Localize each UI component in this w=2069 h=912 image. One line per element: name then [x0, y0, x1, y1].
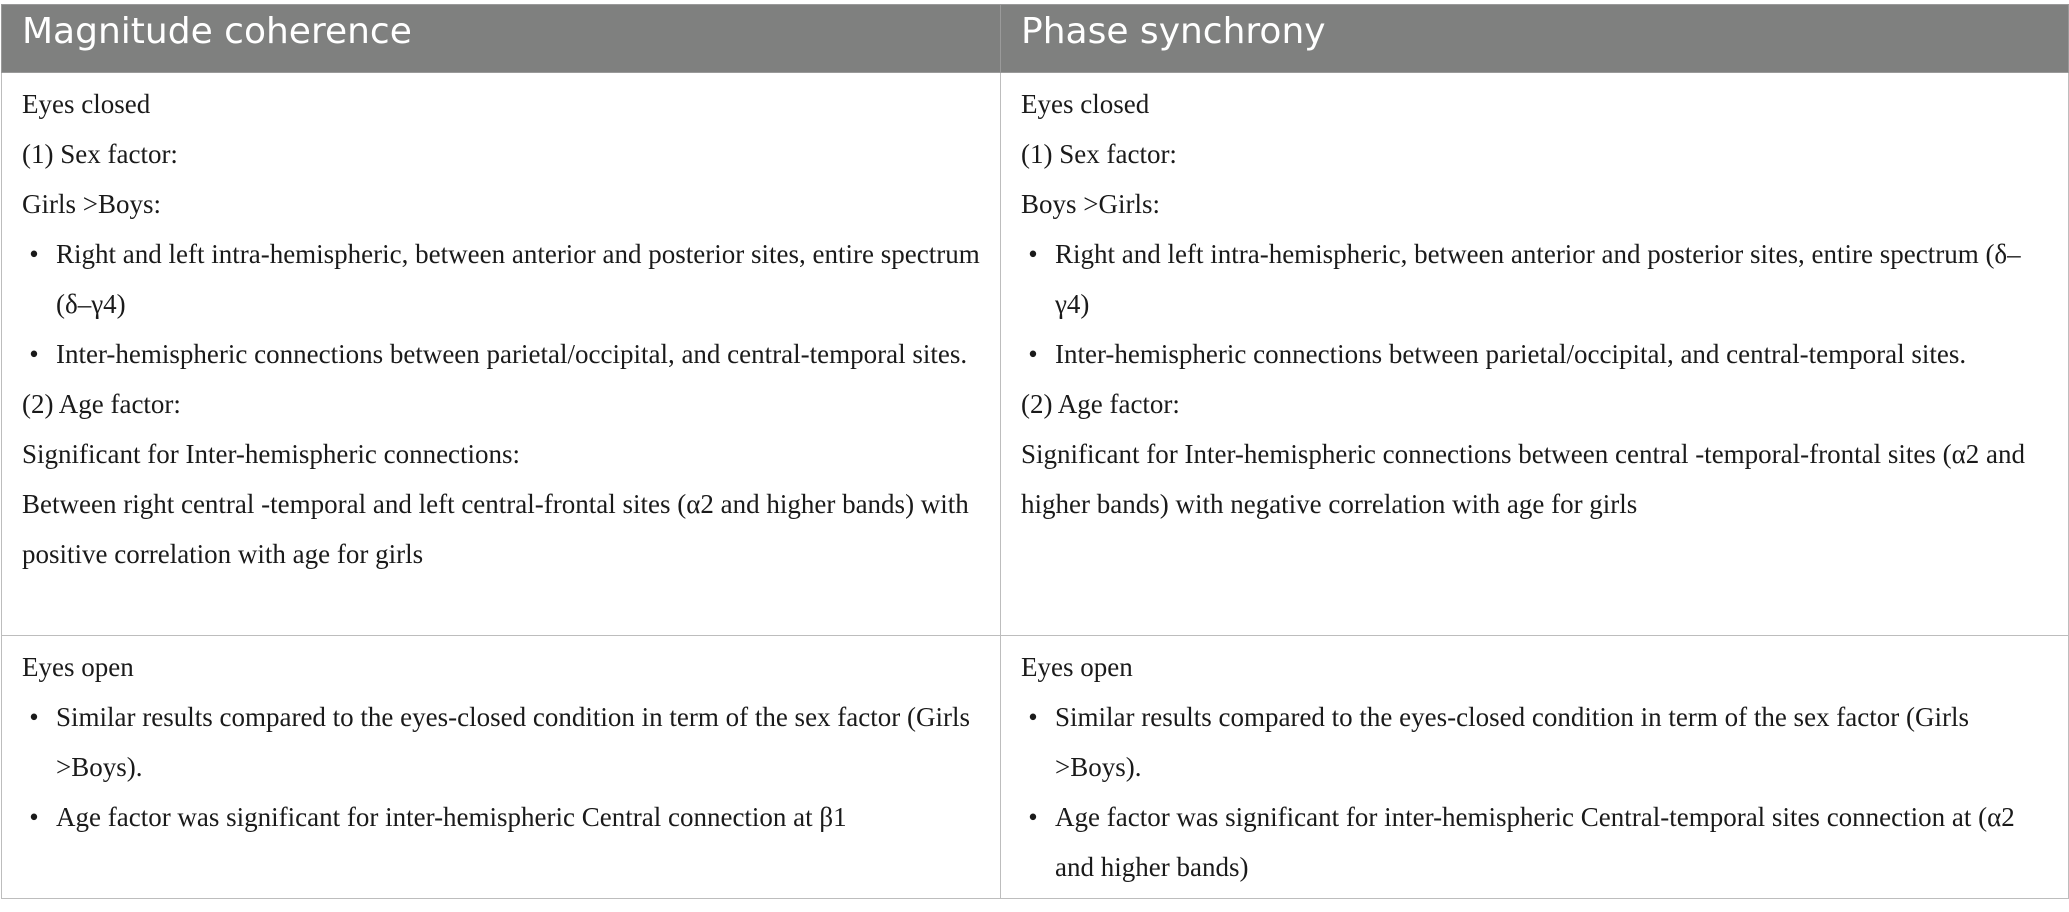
- list-item-text: Similar results compared to the eyes-closed condition in term of the sex factor (Girls >Boys).: [1055, 702, 1969, 782]
- table-row-eyes-open: [2, 636, 2069, 899]
- bullet-icon: •: [29, 702, 39, 732]
- list-item: [1021, 329, 2048, 379]
- bullet-icon: •: [1028, 802, 1038, 832]
- list-item: [1021, 229, 2048, 329]
- list-item-text: Inter-hemispheric connections between parietal/occipital, and central-temporal sites.: [1055, 339, 1967, 369]
- condition-heading: Eyes closed: [1021, 89, 1150, 119]
- condition-heading: Eyes closed: [22, 89, 151, 119]
- age-factor-label: (2) Age factor:: [22, 389, 181, 419]
- age-factor-text: [1021, 429, 2048, 529]
- list-item: [1021, 692, 2048, 792]
- condition-heading: Eyes open: [22, 652, 134, 682]
- bullet-list: [1021, 692, 2048, 892]
- list-item: [22, 229, 980, 329]
- list-item-text: Age factor was significant for inter-hemispheric Central connection at β1: [56, 802, 847, 832]
- header-row: [2, 5, 2069, 73]
- list-item-text: Right and left intra-hemispheric, between anterior and posterior sites, entire spectrum (δ–γ4): [1055, 239, 2021, 319]
- list-item: [1021, 792, 2048, 892]
- age-factor-detail: Between right central -temporal and left central-frontal sites (α2 and higher bands) with positive correlation with age for girls: [22, 489, 969, 569]
- bullet-list: [22, 692, 980, 842]
- cell-phase-eyes-closed: [1001, 73, 2069, 636]
- bullet-list: [22, 229, 980, 379]
- comparison-label: Girls >Boys:: [22, 189, 161, 219]
- cell-phase-eyes-open: [1001, 636, 2069, 899]
- age-factor-label: (2) Age factor:: [1021, 389, 1180, 419]
- condition-heading: Eyes open: [1021, 652, 1133, 682]
- results-table: [1, 4, 2069, 899]
- header-phase-synchrony: Phase synchrony: [1001, 5, 2069, 73]
- list-item-text: Age factor was significant for inter-hemispheric Central-temporal sites connection at (α2 and higher bands): [1055, 802, 2015, 882]
- age-factor-text: Significant for Inter-hemispheric connections:: [22, 439, 521, 469]
- cell-magnitude-eyes-open: [2, 636, 1001, 899]
- list-item-text: Inter-hemispheric connections between parietal/occipital, and central-temporal sites.: [56, 339, 968, 369]
- list-item: [22, 792, 980, 842]
- bullet-icon: •: [1028, 702, 1038, 732]
- bullet-list: [1021, 229, 2048, 379]
- sex-factor-label: (1) Sex factor:: [1021, 139, 1177, 169]
- bullet-icon: •: [1028, 339, 1038, 369]
- bullet-icon: •: [29, 802, 39, 832]
- header-magnitude-coherence: Magnitude coherence: [2, 5, 1001, 73]
- bullet-icon: •: [29, 239, 39, 269]
- list-item: [22, 329, 980, 379]
- age-factor-text-content: Significant for Inter-hemispheric connections between central -temporal-frontal sites (α2 and higher bands) with negative correlation with age for girls: [1021, 439, 2025, 519]
- comparison-label: Boys >Girls:: [1021, 189, 1160, 219]
- list-item-text: Right and left intra-hemispheric, between anterior and posterior sites, entire spectrum (δ–γ4): [56, 239, 980, 319]
- table-row-eyes-closed: [2, 73, 2069, 636]
- bullet-icon: •: [29, 339, 39, 369]
- cell-magnitude-eyes-closed: [2, 73, 1001, 636]
- list-item-text: Similar results compared to the eyes-closed condition in term of the sex factor (Girls >Boys).: [56, 702, 970, 782]
- bullet-icon: •: [1028, 239, 1038, 269]
- sex-factor-label: (1) Sex factor:: [22, 139, 178, 169]
- list-item: [22, 692, 980, 792]
